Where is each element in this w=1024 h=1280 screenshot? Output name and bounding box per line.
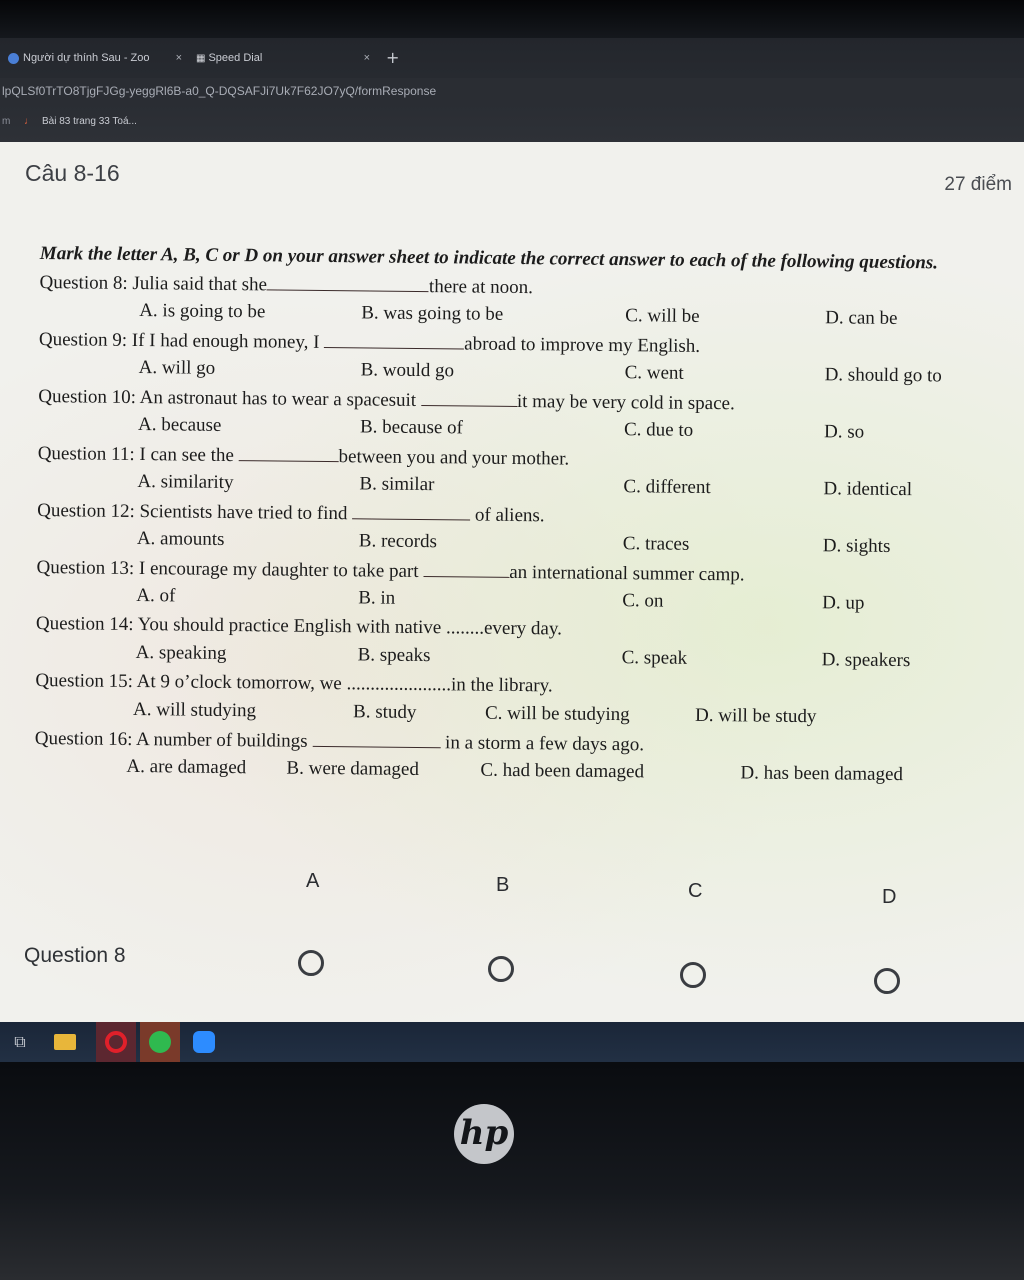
radio-question-8-c[interactable] <box>680 962 706 988</box>
option-b: B. was going to be <box>361 302 504 325</box>
question-11-pre: Question 11: I can see the <box>37 442 234 467</box>
question-13-pre: Question 13: I encourage my daughter to take part <box>36 556 419 582</box>
tab-zoom-label: Người dự thính Sau - Zoo <box>23 52 150 64</box>
speed-dial-icon: ▦ <box>196 53 206 64</box>
option-b: B. records <box>358 530 438 553</box>
bookmark-item[interactable]: Bài 83 trang 33 Toá... <box>42 116 137 127</box>
option-a: A. because <box>137 414 222 436</box>
task-view-icon[interactable]: ⧉ <box>14 1032 26 1051</box>
option-b: B. study <box>352 701 417 723</box>
points-label: 27 điểm <box>944 174 1012 195</box>
tab-speed-dial[interactable] <box>196 46 376 70</box>
option-b: B. would go <box>360 359 455 382</box>
address-bar[interactable]: lpQLSf0TrTO8TjgFJGg-yeggRl6B-a0_Q-DQSAFJi7Uk7F62JO7yQ/formResponse <box>0 78 1024 104</box>
option-c: C. speak <box>621 647 688 669</box>
new-tab-button[interactable]: + <box>386 48 400 67</box>
dotted-blank: ...................... <box>346 673 452 696</box>
blank-line <box>239 444 339 462</box>
option-d: D. identical <box>823 478 913 501</box>
option-a: A. are damaged <box>126 755 247 779</box>
taskbar <box>0 1022 1024 1062</box>
option-c: C. on <box>622 590 664 612</box>
option-b: B. similar <box>359 473 435 496</box>
blank-line <box>267 273 429 292</box>
option-c: C. traces <box>622 533 690 555</box>
option-b: B. in <box>358 587 396 609</box>
tab-zoom[interactable] <box>8 46 188 70</box>
file-explorer-icon[interactable] <box>54 1034 76 1050</box>
radio-question-8-a[interactable] <box>298 950 324 976</box>
option-b: B. because of <box>359 416 464 439</box>
option-a: A. similarity <box>137 471 234 494</box>
question-8-post: there at noon. <box>428 276 534 299</box>
section-title: Câu 8-16 <box>25 160 120 186</box>
option-c: C. different <box>623 476 711 499</box>
grid-column-a: A <box>306 870 320 892</box>
blank-line <box>324 331 464 349</box>
radio-question-8-b[interactable] <box>488 956 514 982</box>
question-10-post: it may be very cold in space. <box>516 391 735 415</box>
question-14-pre: Question 14: You should practice English with native <box>35 612 442 639</box>
option-d: D. can be <box>825 307 898 329</box>
blank-line <box>352 502 470 520</box>
question-13-post: an international summer camp. <box>509 561 745 586</box>
question-11-post: between you and your mother. <box>338 446 570 470</box>
monitor-bezel-bottom <box>0 1062 1024 1280</box>
hp-logo: hp <box>454 1104 514 1164</box>
tab-close-icon[interactable]: × <box>175 52 182 64</box>
option-b: B. speaks <box>357 644 431 667</box>
question-9-post: abroad to improve my English. <box>464 333 701 357</box>
grid-column-c: C <box>688 880 703 902</box>
question-10-pre: Question 10: An astronaut has to wear a spacesuit <box>38 385 417 411</box>
tab-speed-dial-label: Speed Dial <box>208 52 263 64</box>
blank-line <box>421 389 517 407</box>
option-d: D. has been damaged <box>740 762 904 786</box>
grid-column-b: B <box>496 874 510 896</box>
question-8-pre: Question 8: Julia said that she <box>39 271 268 296</box>
option-d: D. sights <box>822 535 891 557</box>
question-16-post: in a storm a few days ago. <box>445 732 645 756</box>
spotify-icon[interactable] <box>140 1022 180 1062</box>
option-b: B. were damaged <box>286 757 420 780</box>
question-image <box>34 240 1015 794</box>
tab-close-icon[interactable]: × <box>363 52 370 64</box>
opera-browser-icon[interactable] <box>96 1022 136 1062</box>
option-c: C. went <box>624 362 684 384</box>
option-d: D. up <box>822 592 865 614</box>
option-a: A. of <box>136 585 176 607</box>
question-15-pre: Question 15: At 9 o’clock tomorrow, we <box>35 669 342 695</box>
monitor-bezel-top <box>0 0 1024 38</box>
grid-column-d: D <box>882 886 897 908</box>
zoom-app-icon[interactable] <box>190 1028 218 1056</box>
question-12-pre: Question 12: Scientists have tried to find <box>37 499 348 525</box>
option-c: C. will be <box>625 305 700 327</box>
blank-line <box>423 560 509 578</box>
blank-line <box>312 730 440 748</box>
question-16-pre: Question 16: A number of buildings <box>34 727 308 752</box>
option-a: A. speaking <box>135 642 227 664</box>
option-a: A. will studying <box>132 699 257 722</box>
question-14-post: every day. <box>483 617 563 640</box>
bookmarks-bar <box>0 110 1024 134</box>
option-c: C. due to <box>623 419 694 441</box>
bookmark-left[interactable]: m <box>2 116 11 127</box>
option-a: A. will go <box>138 357 216 379</box>
question-15-post: in the library. <box>450 674 553 697</box>
question-12-post: of aliens. <box>474 504 545 527</box>
option-d: D. should go to <box>824 364 942 387</box>
tab-bar <box>0 46 1024 70</box>
option-a: A. amounts <box>136 528 225 550</box>
option-c: C. will be studying <box>484 702 630 726</box>
zoom-favicon-icon <box>8 53 19 64</box>
grid-row-label: Question 8 <box>24 944 126 967</box>
form-page <box>0 142 1024 1022</box>
radio-question-8-d[interactable] <box>874 968 900 994</box>
question-9-pre: Question 9: If I had enough money, I <box>38 328 320 353</box>
instruction-text: Mark the letter A, B, C or D on your answer sheet to indicate the correct answer to each of the following questions. <box>39 242 939 274</box>
option-d: D. will be study <box>694 704 817 728</box>
bookmark-favicon-icon: ♩ <box>24 116 34 127</box>
dotted-blank: ........ <box>445 617 485 639</box>
option-c: C. had been damaged <box>480 759 645 783</box>
option-d: D. so <box>823 421 865 443</box>
option-a: A. is going to be <box>139 300 266 323</box>
option-d: D. speakers <box>821 649 911 672</box>
browser-chrome <box>0 38 1024 142</box>
